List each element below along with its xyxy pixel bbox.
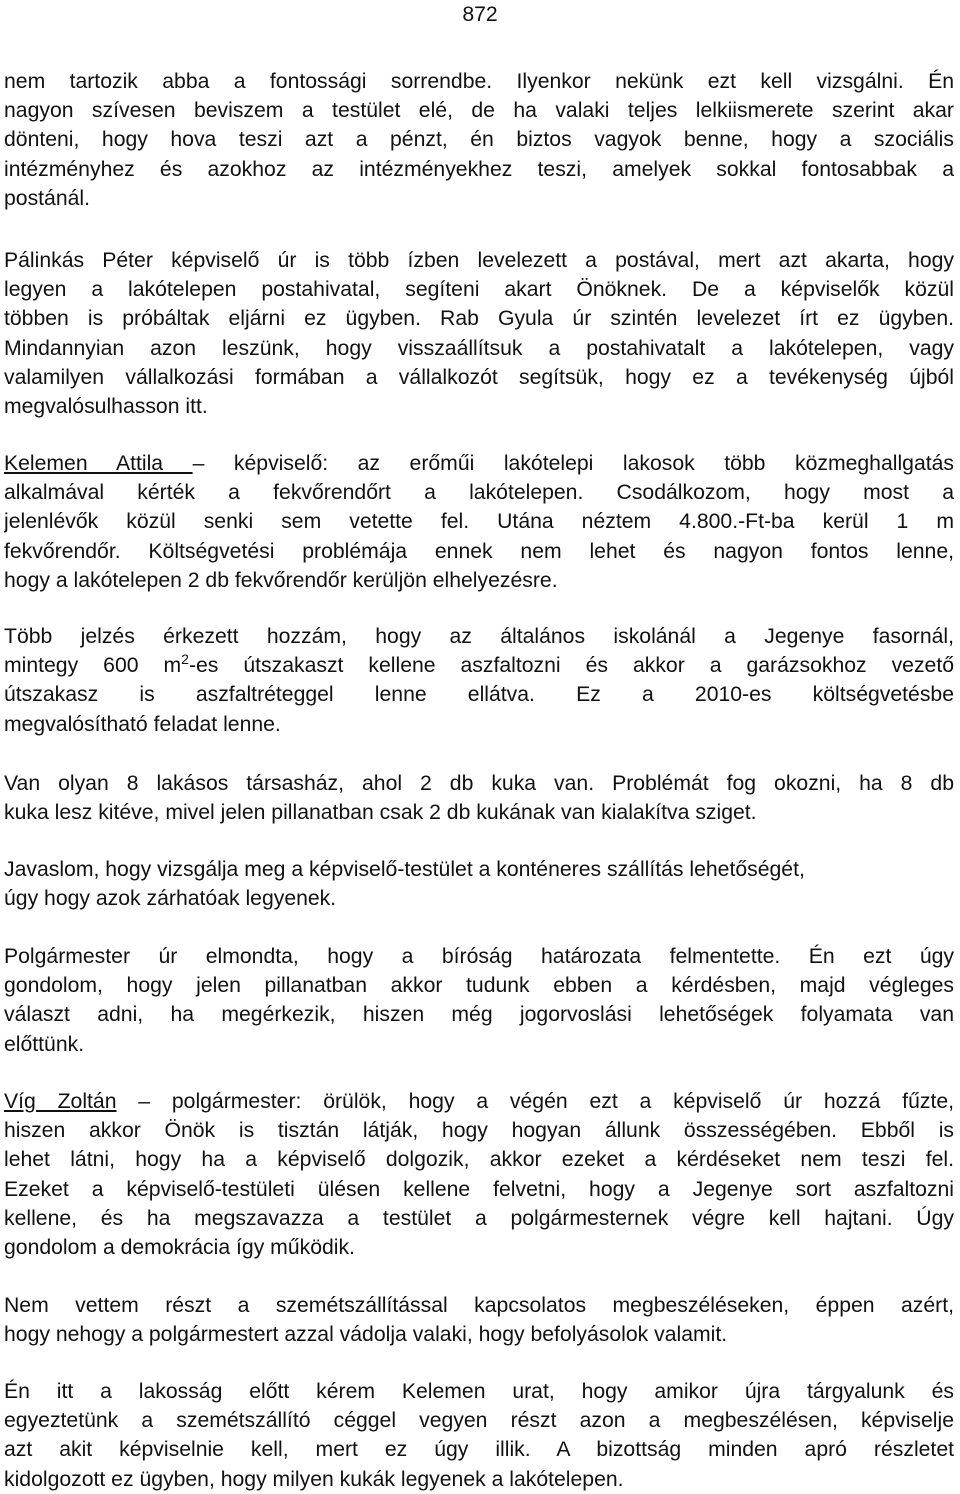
text-line: hiszen akkor Önök is tisztán látják, hogy hogyan állunk összességében. Ebből is [4,1119,954,1143]
text-line: megvalósítható feladat lenne. [4,712,281,736]
speaker-name: Víg Zoltán [4,1090,117,1113]
text-line: többen is próbáltak eljárni ez ügyben. Rab Gyula úr szintén levelezet írt ez ügyben. [4,307,954,331]
text-line: valamilyen vállalkozási formában a vállalkozót segítsük, hogy ez a tevékenység újból [4,365,954,389]
text-line: jelenlévők közül senki sem vetette fel. Utána néztem 4.800.-Ft-ba kerül 1 m [4,510,954,534]
text-line: alkalmával kérték a fekvőrendőrt a lakótelepen. Csodálkozom, hogy most a [4,481,954,505]
text-line: kellene, és ha megszavazza a testület a polgármesternek végre kell hajtani. Úgy [4,1206,954,1230]
paragraph-10 [4,1377,954,1494]
text-line: úgy hogy azok zárhatóak legyenek. [4,887,337,911]
speaker-line [4,449,954,478]
text-line: Én itt a lakosság előtt kérem Kelemen urat, hogy amikor újra tárgyalunk és [4,1380,954,1403]
text-line: kuka lesz kitéve, mivel jelen pillanatban csak 2 db kukának van kialakítva sziget. [4,801,757,825]
text-line: Polgármester úr elmondta, hogy a bíróság határozata felmentette. Én ezt úgy [4,945,954,968]
text-line: hogy a lakótelepen 2 db fekvőrendőr kerüljön elhelyezésre. [4,568,558,592]
text-line: lehet látni, hogy ha a képviselő dolgozik, akkor ezeket a kérdéseket nem teszi fel. [4,1148,954,1172]
text-fragment: – képviselő: az erőműi lakótelepi lakosok több közmeghallgatás [192,452,954,475]
text-line: gondolom, hogy jelen pillanatban akkor tudunk ebben a kérdésben, majd végleges [4,974,954,998]
text-line: útszakasz is aszfaltréteggel lenne ellátva. Ez a 2010-es költségvetésbe [4,683,954,707]
paragraph-6 [4,855,954,913]
text-line: gondolom a demokrácia így működik. [4,1235,355,1259]
text-line: legyen a lakótelepen postahivatal, segíteni akart Önöknek. De a képviselők közül [4,278,954,302]
paragraph-9 [4,1291,954,1349]
text-line: Van olyan 8 lakásos társasház, ahol 2 db kuka van. Problémát fog okozni, ha 8 db [4,772,954,795]
text-line: nem tartozik abba a fontossági sorrendbe. Ilyenkor nekünk ezt kell vizsgálni. Én [4,70,954,93]
paragraph-1 [4,67,954,213]
text-line: választ adni, ha megérkezik, hiszen még jogorvoslási lehetőségek folyamata van [4,1003,954,1027]
text-fragment: – polgármester: örülök, hogy a végén ezt a képviselő úr hozzá fűzte, [138,1090,954,1113]
superscript: 2 [181,651,189,668]
paragraph-5 [4,769,954,827]
paragraph-7 [4,942,954,1059]
paragraph-4 [4,622,954,739]
text-fragment: -es útszakaszt kellene aszfaltozni és akkor a garázsokhoz vezető [188,654,954,678]
paragraph-2 [4,246,954,421]
paragraph-3 [4,449,954,595]
text-fragment: mintegy 600 m [4,654,182,678]
text-line: Ezeket a képviselő-testületi ülésen kellene felvetni, hogy a Jegenye sort aszfaltozni [4,1177,954,1201]
text-line: előttünk. [4,1032,85,1056]
text-line: nagyon szívesen beviszem a testület elé, de ha valaki teljes lelkiismerete szerint akar [4,99,954,123]
text-line: kidolgozott ez ügyben, hogy milyen kukák legyenek a lakótelepen. [4,1467,624,1491]
text-line: intézményhez és azokhoz az intézményekhez teszi, amelyek sokkal fontosabbak a [4,157,954,181]
text-line: Pálinkás Péter képviselő úr is több ízben levelezett a postával, mert azt akarta, hogy [4,249,954,272]
text-line: dönteni, hogy hova teszi azt a pénzt, én biztos vagyok benne, hogy a szociális [4,128,954,152]
text-line: Javaslom, hogy vizsgálja meg a képviselő-testület a konténeres szállítás lehetőségét, [4,858,805,881]
text-line: egyeztetünk a szemétszállító céggel vegyen részt azon a megbeszélésen, képviselje [4,1409,954,1433]
text-line: Mindannyian azon leszünk, hogy visszaállítsuk a postahivatalt a lakótelepen, vagy [4,336,954,360]
paragraph-8 [4,1087,954,1262]
text-line: Nem vettem részt a szemétszállítással kapcsolatos megbeszéléseken, éppen azért, [4,1294,954,1317]
text-line: hogy nehogy a polgármestert azzal vádolja valaki, hogy befolyásolok valamit. [4,1323,728,1347]
speaker-line [4,1087,954,1116]
page-number: 872 [462,3,498,26]
text-line: postánál. [4,186,90,210]
text-line-with-superscript [4,651,954,680]
speaker-name: Kelemen Attila [4,452,193,475]
text-line: Több jelzés érkezett hozzám, hogy az általános iskolánál a Jegenye fasornál, [4,625,954,648]
text-line: megvalósulhasson itt. [4,394,208,418]
text-line: fekvőrendőr. Költségvetési problémája ennek nem lehet és nagyon fontos lenne, [4,539,954,563]
text-line: azt akit képviselnie kell, mert ez úgy illik. A bizottság minden apró részletet [4,1438,954,1462]
